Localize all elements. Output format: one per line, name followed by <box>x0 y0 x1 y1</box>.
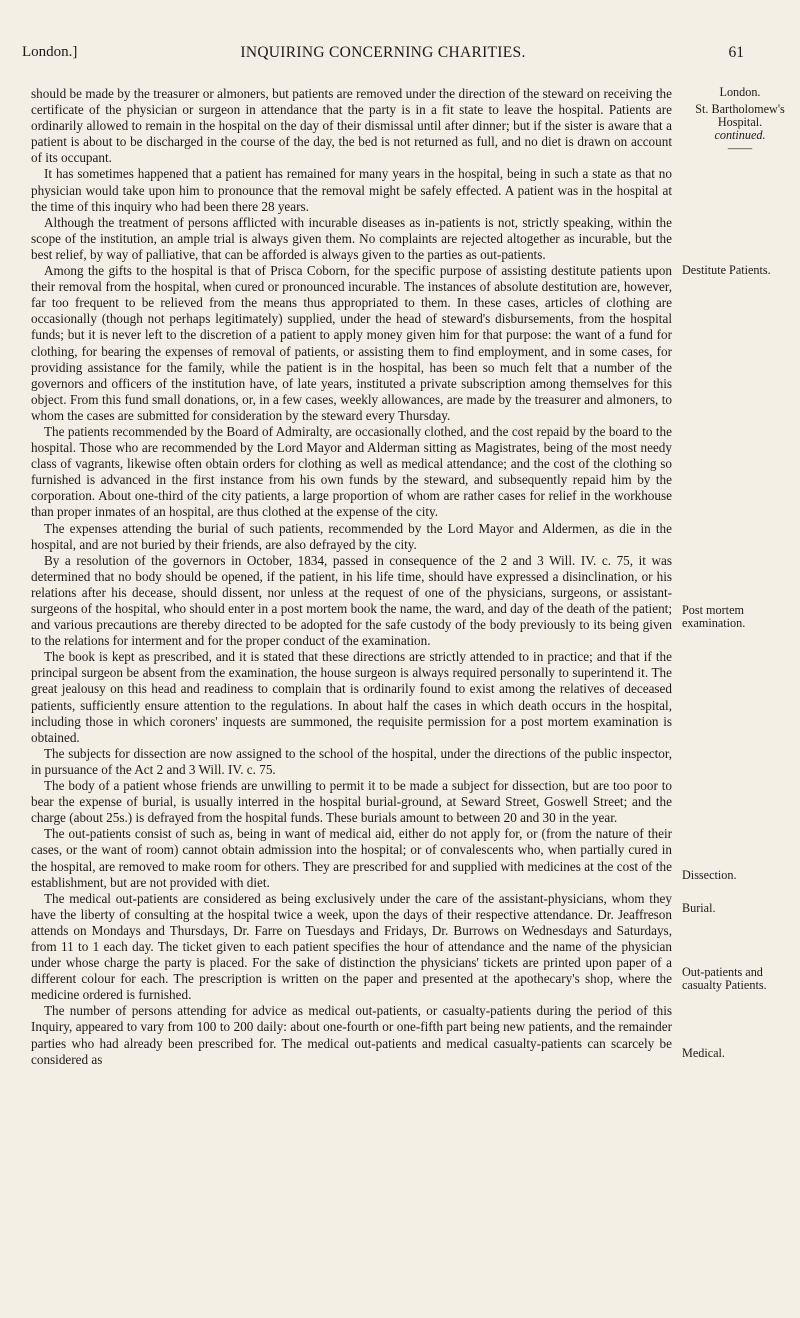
margin-note-medical: Medical. <box>682 1046 725 1060</box>
paragraph: The expenses attending the burial of such patients, recommended by the Lord Mayor and Aldermen, as die in the hospital, and are not buried by their friends, are also defrayed by the city. <box>31 520 672 552</box>
paragraph: The subjects for dissection are now assigned to the school of the hospital, under the directions of the public inspector, in pursuance of the Act 2 and 3 Will. IV. c. 75. <box>31 745 672 777</box>
paragraph: The book is kept as prescribed, and it is stated that these directions are strictly attended to in practice; and that if the principal surgeon be absent from the examination, the house surgeon is always required personally to superintend it. The great jealousy on this head and readiness to complain that is ordinarily found to exist among the relatives of deceased patients, sufficiently ensure attention to the regulations. In about half the cases in which death occurs in the hospital, including those in which coroners' inquests are summoned, the requisite permission for a post mortem examination is obtained. <box>31 649 672 745</box>
margin-continued: continued. <box>714 128 766 142</box>
margin-note-destitute: Destitute Patients. <box>682 263 771 277</box>
running-header <box>22 44 744 64</box>
page-number: 61 <box>728 44 744 61</box>
body-text <box>31 86 672 1068</box>
paragraph: The body of a patient whose friends are unwilling to permit it to be made a subject for dissection, but are too poor to bear the expense of burial, is usually interred in the hospital burial-ground, at Seward Street, Goswell Street; and the charge (about 25s.) is defrayed from the hospital funds. These burials amount to between 20 and 30 in the year. <box>31 778 672 826</box>
paragraph: Among the gifts to the hospital is that of Prisca Coborn, for the specific purpose of assisting destitute patients upon their removal from the hospital, when cured or pronounced incurable. The instances of absolute destitution are, however, far too frequent to be relieved from the means thus appropriated to them. In these cases, articles of clothing are occasionally (though not perhaps legitimately) supplied, under the head of steward's disbursements, from the hospital funds; but it is never left to the discretion of a patient to apply money given him for that purpose: the want of a fund for clothing, for bearing the expenses of removal of patients, or assisting them to find employment, and in some cases, for providing assistance for the family, while the patient is in the hospital, has been so much felt that a number of the governors and officers of the institution have, of late years, instituted a private subscription among themselves for this object. From this fund small donations, or, in a few cases, weekly allowances, are made by the treasurer and almoners, to whom the cases are submitted for consideration by the steward every Thursday. <box>31 263 672 423</box>
margin-note-burial: Burial. <box>682 901 716 915</box>
paragraph: The out-patients consist of such as, being in want of medical aid, either do not apply for, or (from the nature of their cases, or the want of room) cannot obtain admission into the hospital; or of convalescents who, when partially cured in the hospital, are removed to make room for others. They are prescribed for and supplied with medicines at the cost of the establishment, but are not provided with diet. <box>31 826 672 890</box>
paragraph: By a resolution of the governors in October, 1834, passed in consequence of the 2 and 3 Will. IV. c. 75, it was determined that no body should be opened, if the patient, in his life time, should have expressed a disinclination, or his relations after his decease, should dissent, nor unless at the request of one of the physicians, surgeons, or assistant-surgeons of the hospital, who should enter in a post mortem book the name, the ward, and day of the death of the patient; and various precautions are thereby directed to be adopted for the safe custody of the body previously to its being given to the relations for interment and for the proper conduct of the examination. <box>31 552 672 649</box>
margin-note-outpatients: Out-patients and casualty Patients. <box>682 965 767 992</box>
header-section: London.] <box>22 44 78 60</box>
margin-dash: —— <box>727 141 753 155</box>
paragraph: The patients recommended by the Board of Admiralty, are occasionally clothed, and the cost repaid by the board to the hospital. Those who are recommended by the Lord Mayor and Alderman sitting as Magistrates, being of the most needy class of vagrants, likewise often obtain orders for clothing as well as medical attendance; and the cost of the clothing so furnished is advanced in the first instance from his own funds by the steward, and subsequently repaid him by the corporation. About one-third of the city patients, a large proportion of whom are rather cases for relief in the workhouse than proper inmates of an hospital, are thus clothed at the expense of the city. <box>31 423 672 520</box>
margin-note-post-mortem: Post mortem examination. <box>682 603 746 630</box>
margin-note-london <box>682 86 798 99</box>
margin-note-dissection: Dissection. <box>682 868 737 882</box>
margin-note-institution <box>682 103 798 155</box>
paragraph: The medical out-patients are considered as being exclusively under the care of the assistant-physicians, whom they have the liberty of consulting at the hospital twice a week, upon the days of their respective attendance. Dr. Jeaffreson attends on Mondays and Thursdays, Dr. Farre on Tuesdays and Fridays, Dr. Burrows on Wednesdays and Saturdays, from 11 to 1 each day. The ticket given to each patient specifies the hour of attendance and the name of the physician under whose charge the party is placed. For the sake of distinction the physicians' tickets are printed upon paper of a different colour for each. The prescription is written on the paper and presented at the apothecary's shop, where the medicine ordered is furnished. <box>31 890 672 1003</box>
margin-london: London. <box>719 85 761 99</box>
paragraph: The number of persons attending for advice as medical out-patients, or casualty-patients during the period of this Inquiry, appeared to vary from 100 to 200 daily: about one-fourth or one-fifth part being new patients, and the remainder parties who had already been prescribed for. The medical out-patients and medical casualty-patients can scarcely be considered as <box>31 1003 672 1067</box>
paragraph: should be made by the treasurer or almoners, but patients are removed under the direction of the steward on receiving the certificate of the physician or surgeon in attendance that the party is in a fit state to leave the hospital. Patients are ordinarily allowed to remain in the hospital on the day of their dismissal until after dinner; but if the sister is aware that a patient is about to be discharged in the course of the day, the bed is not returned as full, and no diet is drawn on account of its occupant. <box>31 86 672 166</box>
paragraph: It has sometimes happened that a patient has remained for many years in the hospital, being in such a state as that no physician would take upon him to pronounce that the removal might be safely effected. A patient was in the hospital at the time of this inquiry who had been there 28 years. <box>31 166 672 214</box>
header-title: INQUIRING CONCERNING CHARITIES. <box>240 44 526 61</box>
paragraph: Although the treatment of persons afflicted with incurable diseases as in-patients is not, strictly speaking, within the scope of the institution, an ample trial is always given them. No complaints are rejected altogether as incurable, but the best relief, by way of palliative, that can be afforded is always given to the parties as out-patients. <box>31 214 672 262</box>
margin-institution: St. Bartholomew's Hospital. <box>695 102 785 129</box>
